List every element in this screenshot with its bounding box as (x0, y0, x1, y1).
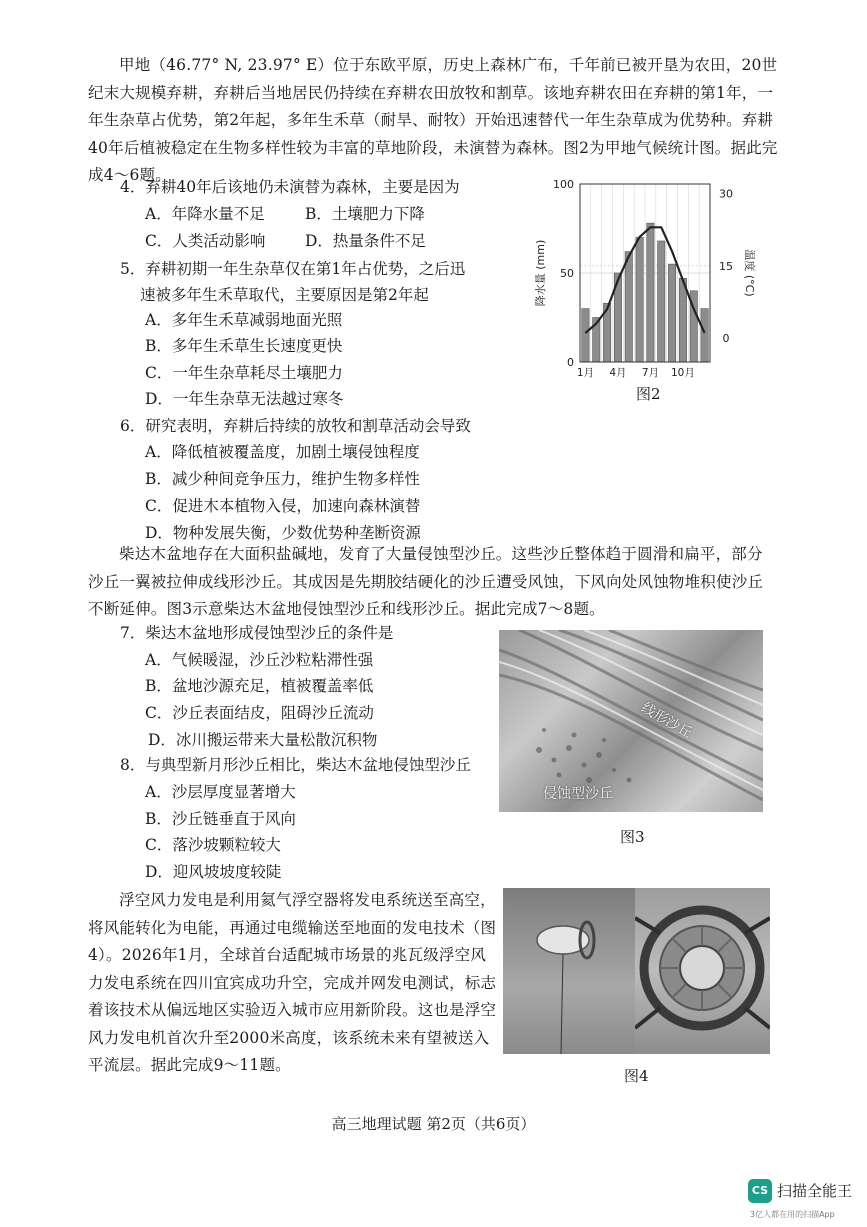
right-axis-label: 温度 (°C) (743, 249, 756, 297)
passage-2: 柴达木盆地存在大面积盐碱地，发育了大量侵蚀型沙丘。这些沙丘整体趋于圆滑和扁平，部分沙丘一翼被拉伸成线形沙丘。其成因是先期胶结硬化的沙丘遭受风蚀，下风向处风蚀物堆积使沙丘不断延伸。图3示意柴达木盆地侵蚀型沙丘和线形沙丘。据此完成7～8题。 (88, 545, 764, 618)
precip-bar (625, 252, 632, 362)
question-8-option-c: C．落沙坡颗粒较大 (145, 836, 281, 854)
erosion-dune-label: 侵蚀型沙丘 (543, 786, 613, 802)
scanner-logo-icon: CS (748, 1179, 772, 1203)
right-tick-label: 15 (719, 259, 733, 273)
precip-bar (582, 309, 589, 362)
aerostat-photo-right (635, 888, 770, 1054)
question-8-option-b: B．沙丘链垂直于风向 (145, 810, 296, 828)
figure-2-caption: 图2 (636, 385, 661, 403)
linear-dune-label: 线形沙丘 (638, 699, 695, 742)
question-5-option-a: A．多年生禾草减弱地面光照 (145, 311, 343, 329)
climate-chart (520, 172, 760, 387)
precip-bar (679, 278, 686, 362)
question-5-option-c: C．一年生杂草耗尽土壤肥力 (145, 364, 343, 382)
question-7-option-c: C．沙丘表面结皮，阻碍沙丘流动 (145, 704, 374, 722)
question-8-stem: 8．与典型新月形沙丘相比，柴达木盆地侵蚀型沙丘 (120, 756, 471, 774)
right-tick-label: 0 (722, 331, 730, 345)
precip-bar (701, 309, 708, 362)
question-7-option-a: A．气候暖湿，沙丘沙粒粘滞性强 (145, 651, 374, 669)
climate-chart-svg (520, 172, 760, 387)
dune-photo (499, 630, 763, 812)
question-8-option-a: A．沙层厚度显著增大 (145, 783, 296, 801)
precip-bar (647, 223, 654, 362)
question-5-option-d: D．一年生杂草无法越过寒冬 (145, 390, 344, 408)
scanner-tagline: 3亿人都在用的扫描App (750, 1210, 835, 1219)
question-5-stem-line-2: 速被多年生禾草取代，主要原因是第2年起 (140, 286, 429, 304)
precip-bar (668, 264, 675, 362)
question-6-option-b: B．减少种间竞争压力，维护生物多样性 (145, 470, 420, 488)
scanner-watermark (748, 1177, 867, 1227)
question-4-stem: 4．弃耕40年后该地仍未演替为森林，主要是因为 (120, 178, 460, 196)
figure-4-caption: 图4 (624, 1067, 649, 1085)
question-6-option-d: D．物种发展失衡，少数优势种垄断资源 (145, 524, 421, 542)
question-5-option-b: B．多年生禾草生长速度更快 (145, 337, 343, 355)
right-tick-label: 30 (719, 187, 733, 201)
x-tick-label: 7月 (641, 367, 660, 379)
left-axis-label: 降水量 (mm) (534, 239, 547, 307)
precip-bar (658, 241, 665, 362)
passage-1: 甲地（46.77° N, 23.97° E）位于东欧平原，历史上森林广布，千年前已被开垦为农田，20世纪末大规模弃耕，弃耕后当地居民仍持续在弃耕农田放牧和割草。该地弃耕农田在弃耕的第1年，一年生杂草占优势，第2年起，多年生禾草（耐旱、耐牧）开始迅速替代一年生杂草成为优势种。弃耕40年后植被稳定在生物多样性较为丰富的草地阶段，未演替为森林。图2为甲地气候统计图。据此完成4～6题。 (88, 56, 778, 184)
passage-3: 浮空风力发电是利用氦气浮空器将发电系统送至高空，将风能转化为电能，再通过电缆输送至地面的发电技术（图4）。2026年1月，全球首台适配城市场景的兆瓦级浮空风力发电系统在四川宜宾成功升空，完成并网发电测试，标志着该技术从偏远地区实验迈入城市应用新阶段。这也是浮空风力发电机首次升至2000米高度，该系统未来有望被送入平流层。据此完成9～11题。 (88, 891, 497, 1074)
question-5-stem-line-1: 5．弃耕初期一年生杂草仅在第1年占优势，之后迅 (120, 260, 466, 278)
aerostat-side-view (503, 888, 635, 1054)
figure-3-caption: 图3 (620, 828, 645, 846)
question-7-option-d: D．冰川搬运带来大量松散沉积物 (148, 731, 378, 749)
x-tick-label: 4月 (609, 367, 627, 379)
question-4-option-d: D．热量条件不足 (305, 232, 426, 250)
question-4-option-a: A．年降水量不足 (145, 205, 265, 223)
dune-photo-texture (499, 630, 763, 812)
left-tick-label: 0 (567, 356, 574, 369)
page-footer: 高三地理试题 第2页（共6页） (331, 1115, 536, 1133)
scanner-app-name: 扫描全能王 (777, 1182, 853, 1200)
left-tick-label: 100 (553, 178, 574, 191)
x-tick-label: 1月 (576, 367, 595, 379)
question-8-option-d: D．迎风坡坡度较陡 (145, 863, 282, 881)
precip-bar (636, 237, 643, 362)
aerostat-front-view (635, 888, 770, 1054)
question-7-option-b: B．盆地沙源充足，植被覆盖率低 (145, 677, 374, 695)
question-4-option-c: C．人类活动影响 (145, 232, 266, 250)
aerostat-photo-left (503, 888, 635, 1054)
x-tick-label: 10月 (670, 367, 695, 379)
question-6-option-c: C．促进木本植物入侵，加速向森林演替 (145, 497, 421, 515)
question-7-stem: 7．柴达木盆地形成侵蚀型沙丘的条件是 (120, 624, 394, 642)
question-6-option-a: A．降低植被覆盖度，加剧土壤侵蚀程度 (145, 443, 420, 461)
question-6-stem: 6．研究表明，弃耕后持续的放牧和割草活动会导致 (120, 417, 471, 435)
question-4-option-b: B．土壤肥力下降 (305, 205, 425, 223)
left-tick-label: 50 (560, 267, 574, 280)
